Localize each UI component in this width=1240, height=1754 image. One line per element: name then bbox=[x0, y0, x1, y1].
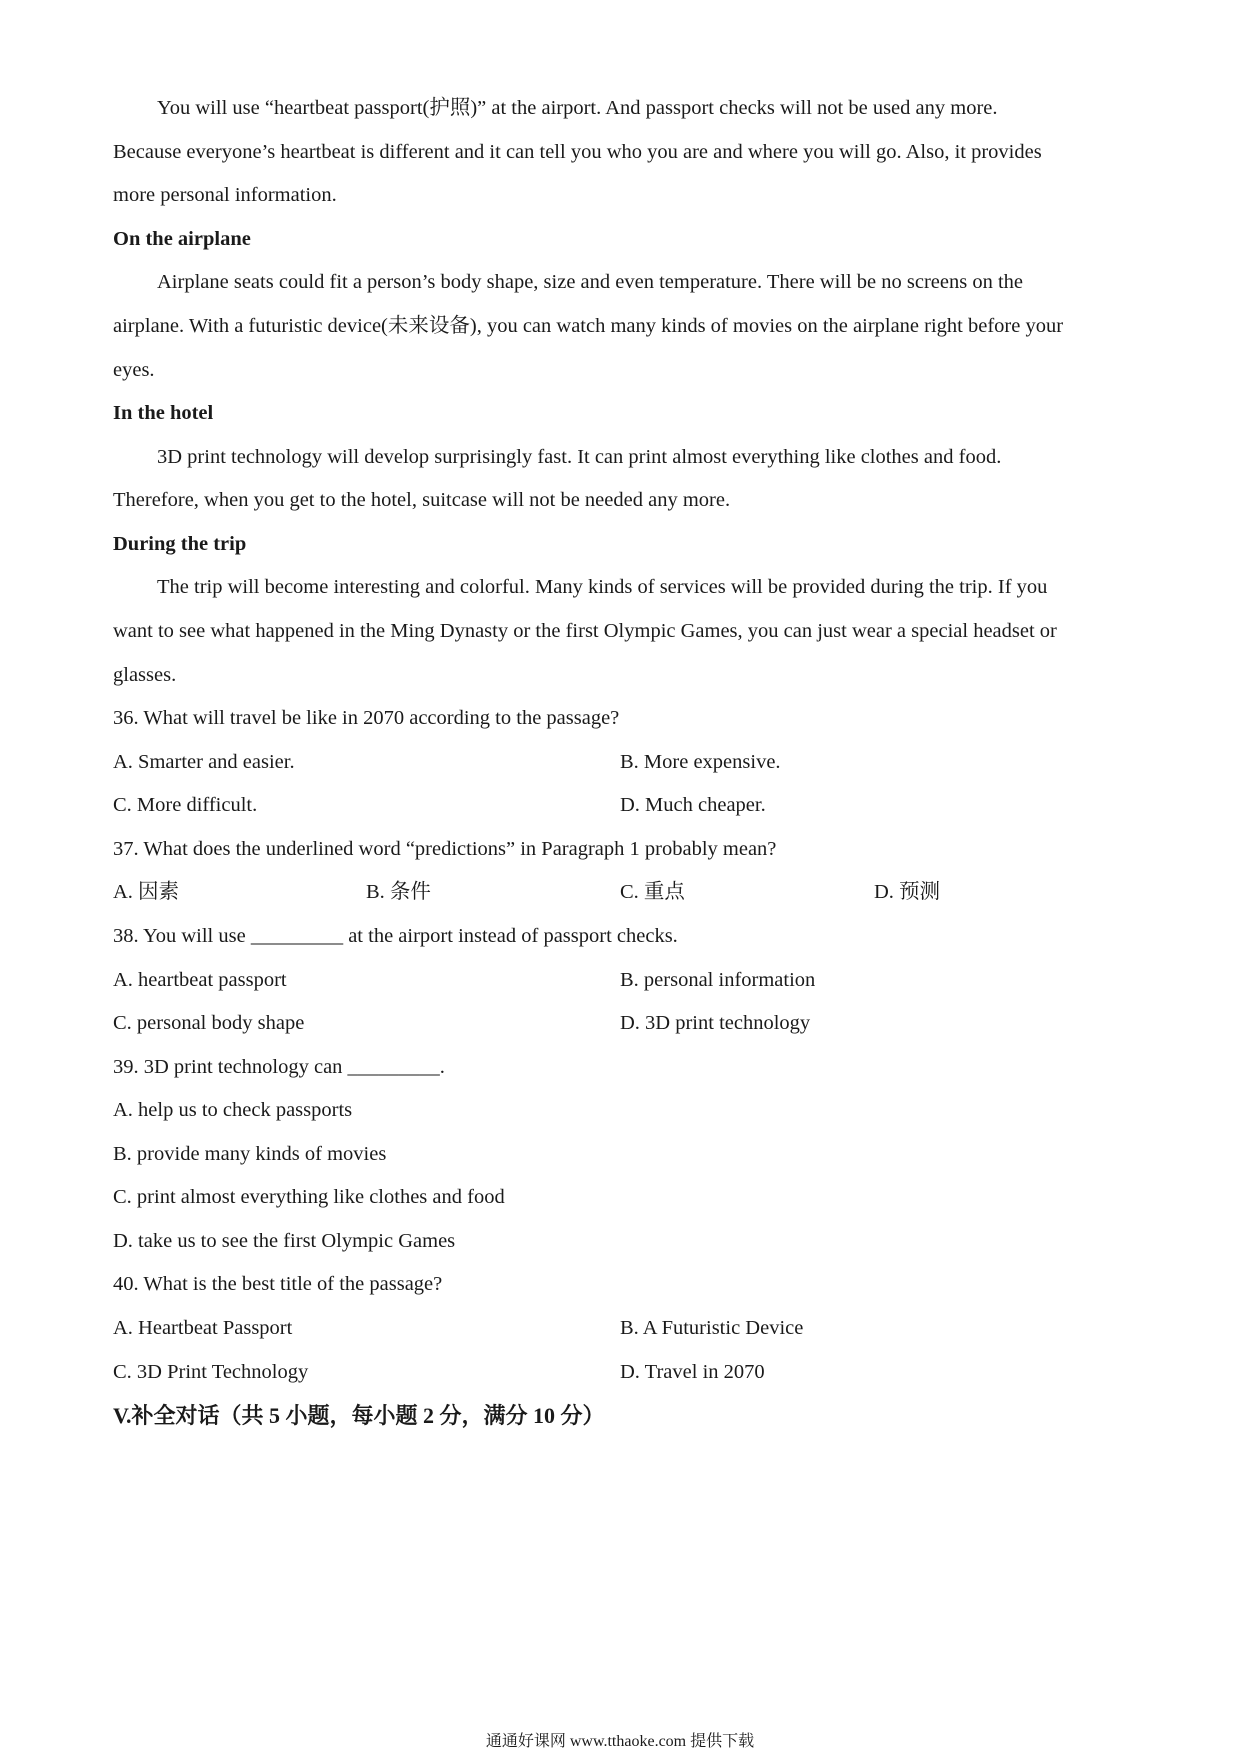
paragraph-line: airplane. With a futuristic device(未来设备), you can watch many kinds of movies on the airplane right before your bbox=[113, 315, 1064, 337]
question-stem: 37. What does the underlined word “predictions” in Paragraph 1 probably mean? bbox=[113, 838, 777, 860]
option-c: C. print almost everything like clothes and food bbox=[113, 1186, 505, 1208]
paragraph-line: more personal information. bbox=[113, 184, 337, 206]
question-stem: 36. What will travel be like in 2070 according to the passage? bbox=[113, 707, 620, 729]
option-a: A. Heartbeat Passport bbox=[113, 1317, 293, 1339]
option-c: C. 重点 bbox=[620, 881, 685, 903]
paragraph-line: eyes. bbox=[113, 359, 155, 381]
paragraph-line: 3D print technology will develop surprisingly fast. It can print almost everything like clothes and food. bbox=[157, 446, 1002, 468]
option-c: C. 3D Print Technology bbox=[113, 1361, 309, 1383]
option-a: A. heartbeat passport bbox=[113, 969, 287, 991]
section-title: V.补全对话（共 5 小题，每小题 2 分，满分 10 分） bbox=[113, 1403, 605, 1428]
option-b: B. A Futuristic Device bbox=[620, 1317, 804, 1339]
paragraph-line: Therefore, when you get to the hotel, suitcase will not be needed any more. bbox=[113, 489, 731, 511]
section-heading-airplane: On the airplane bbox=[113, 228, 251, 250]
option-d: D. take us to see the first Olympic Games bbox=[113, 1230, 456, 1252]
paragraph-line: Because everyone’s heartbeat is different and it can tell you who you are and where you will go. Also, it provides bbox=[113, 141, 1042, 163]
option-a: A. Smarter and easier. bbox=[113, 751, 295, 773]
paragraph-line: You will use “heartbeat passport(护照)” at the airport. And passport checks will not be used any more. bbox=[157, 97, 998, 119]
option-c: C. More difficult. bbox=[113, 794, 258, 816]
option-a: A. 因素 bbox=[113, 881, 180, 903]
option-a: A. help us to check passports bbox=[113, 1099, 353, 1121]
option-d: D. 预测 bbox=[874, 881, 941, 903]
option-b: B. 条件 bbox=[366, 881, 431, 903]
paragraph-line: The trip will become interesting and colorful. Many kinds of services will be provided during the trip. If you bbox=[157, 576, 1048, 598]
option-d: D. Travel in 2070 bbox=[620, 1361, 765, 1383]
section-heading-hotel: In the hotel bbox=[113, 402, 214, 424]
paragraph-line: glasses. bbox=[113, 664, 177, 686]
paragraph-line: Airplane seats could fit a person’s body shape, size and even temperature. There will be no screens on the bbox=[157, 271, 1024, 293]
option-d: D. 3D print technology bbox=[620, 1012, 811, 1034]
option-b: B. personal information bbox=[620, 969, 816, 991]
paragraph-line: want to see what happened in the Ming Dynasty or the first Olympic Games, you can just wear a special headset or bbox=[113, 620, 1057, 642]
page-footer: 通通好课网 www.tthaoke.com 提供下载 bbox=[485, 1733, 755, 1750]
option-b: B. provide many kinds of movies bbox=[113, 1143, 387, 1165]
option-c: C. personal body shape bbox=[113, 1012, 305, 1034]
question-stem: 38. You will use _________ at the airport instead of passport checks. bbox=[113, 925, 678, 947]
option-b: B. More expensive. bbox=[620, 751, 781, 773]
question-stem: 39. 3D print technology can _________. bbox=[113, 1056, 445, 1078]
question-stem: 40. What is the best title of the passage? bbox=[113, 1273, 443, 1295]
section-heading-trip: During the trip bbox=[113, 533, 247, 555]
option-d: D. Much cheaper. bbox=[620, 794, 766, 816]
